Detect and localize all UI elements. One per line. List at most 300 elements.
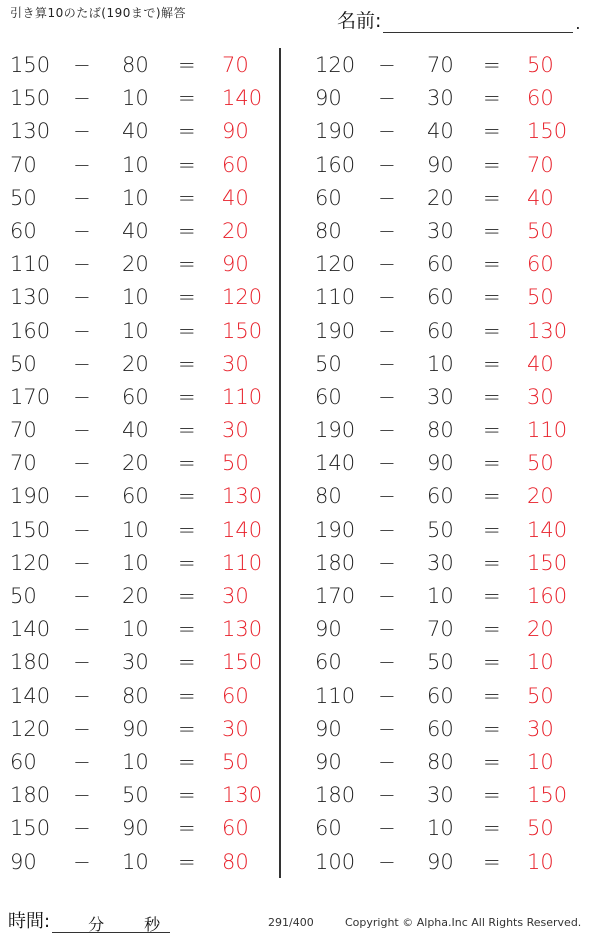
minus-sign: − [378, 418, 396, 443]
equals-sign: = [483, 816, 501, 841]
subtrahend: 90 [122, 816, 149, 841]
problem-row [305, 812, 595, 845]
problem-row [305, 115, 595, 148]
equals-sign: = [178, 650, 196, 675]
minus-sign: − [378, 816, 396, 841]
subtrahend: 80 [122, 53, 149, 77]
answer: 50 [527, 816, 554, 841]
equals-sign: = [483, 152, 501, 177]
answer: 150 [222, 318, 263, 343]
minuend: 120 [10, 716, 51, 741]
answer: 50 [222, 749, 249, 774]
minuend: 110 [315, 683, 356, 708]
answer: 140 [222, 517, 263, 542]
minuend: 60 [10, 749, 37, 774]
name-label: 名前: [337, 10, 382, 32]
subtrahend: 10 [122, 517, 149, 542]
minuend: 190 [10, 484, 51, 509]
equals-sign: = [483, 185, 501, 210]
subtrahend: 80 [427, 749, 454, 774]
answer: 70 [527, 152, 554, 177]
minus-sign: − [378, 749, 396, 774]
problem-row [305, 248, 595, 281]
problem-row [305, 447, 595, 480]
equals-sign: = [178, 484, 196, 509]
subtrahend: 40 [122, 418, 149, 443]
minuend: 70 [10, 451, 37, 476]
problem-row [0, 381, 290, 414]
minuend: 60 [10, 218, 37, 243]
answer: 80 [222, 849, 249, 874]
answer: 110 [222, 384, 263, 409]
subtrahend: 30 [427, 86, 454, 111]
minuend: 150 [10, 816, 51, 841]
problem-row [0, 115, 290, 148]
answer: 60 [222, 152, 249, 177]
time-field [8, 907, 170, 933]
minuend: 160 [10, 318, 51, 343]
minuend: 110 [10, 252, 51, 277]
equals-sign: = [178, 716, 196, 741]
answer: 120 [222, 285, 263, 310]
problem-row [305, 348, 595, 381]
minuend: 60 [315, 384, 342, 409]
answer: 130 [222, 617, 263, 642]
minuend: 90 [315, 617, 342, 642]
minus-sign: − [378, 185, 396, 210]
equals-sign: = [483, 86, 501, 111]
minuend: 100 [315, 849, 356, 874]
answer: 90 [222, 119, 249, 144]
name-end-mark: . [575, 14, 581, 33]
equals-sign: = [178, 53, 196, 77]
minus-sign: − [73, 318, 91, 343]
minuend: 120 [10, 550, 51, 575]
answer: 50 [527, 683, 554, 708]
problem-row [0, 82, 290, 115]
problem-row [0, 215, 290, 248]
minus-sign: − [73, 384, 91, 409]
problem-row [305, 580, 595, 613]
subtrahend: 80 [427, 418, 454, 443]
right-problem-column [305, 49, 595, 879]
equals-sign: = [483, 384, 501, 409]
minuend: 50 [315, 351, 342, 376]
subtrahend: 60 [427, 252, 454, 277]
minuend: 190 [315, 418, 356, 443]
problem-row [305, 82, 595, 115]
problem-row [0, 680, 290, 713]
subtrahend: 70 [427, 617, 454, 642]
subtrahend: 30 [427, 218, 454, 243]
subtrahend: 20 [122, 584, 149, 608]
minus-sign: − [73, 683, 91, 708]
equals-sign: = [178, 783, 196, 808]
minus-sign: − [73, 550, 91, 575]
problem-row [305, 315, 595, 348]
minus-sign: − [73, 517, 91, 542]
worksheet-title: 引き算10のたば(190まで)解答 [10, 6, 187, 20]
equals-sign: = [178, 683, 196, 708]
answer: 20 [222, 218, 249, 243]
equals-sign: = [483, 53, 501, 77]
problem-row [0, 779, 290, 812]
problem-row [0, 547, 290, 580]
equals-sign: = [178, 849, 196, 874]
minus-sign: − [73, 783, 91, 808]
problem-row [305, 846, 595, 879]
problem-row [0, 514, 290, 547]
answer: 30 [527, 716, 554, 741]
answer: 40 [527, 351, 554, 376]
page-number: 291/400 [268, 916, 314, 929]
subtrahend: 20 [122, 351, 149, 376]
problem-row [0, 414, 290, 447]
subtrahend: 90 [427, 451, 454, 476]
time-input-line [52, 912, 170, 933]
minus-sign: − [378, 451, 396, 476]
problem-row [305, 713, 595, 746]
minus-sign: − [378, 650, 396, 675]
equals-sign: = [483, 218, 501, 243]
minuend: 180 [315, 783, 356, 808]
minuend: 60 [315, 185, 342, 210]
equals-sign: = [178, 584, 196, 608]
answer: 50 [527, 53, 554, 77]
subtrahend: 10 [122, 285, 149, 310]
answer: 60 [527, 86, 554, 111]
minuend: 120 [315, 252, 356, 277]
answer: 130 [222, 484, 263, 509]
left-problem-column [0, 49, 290, 879]
problem-row [305, 414, 595, 447]
equals-sign: = [178, 318, 196, 343]
minus-sign: − [378, 351, 396, 376]
minuend: 80 [315, 484, 342, 509]
equals-sign: = [483, 550, 501, 575]
answer: 130 [222, 783, 263, 808]
minus-sign: − [378, 86, 396, 111]
subtrahend: 40 [122, 119, 149, 144]
answer: 30 [222, 584, 249, 608]
minus-sign: − [73, 816, 91, 841]
problem-row [305, 646, 595, 679]
subtrahend: 10 [122, 749, 149, 774]
equals-sign: = [178, 185, 196, 210]
answer: 40 [527, 185, 554, 210]
subtrahend: 60 [122, 384, 149, 409]
equals-sign: = [178, 351, 196, 376]
subtrahend: 30 [427, 783, 454, 808]
equals-sign: = [483, 351, 501, 376]
minuend: 140 [10, 617, 51, 642]
problem-row [0, 746, 290, 779]
answer: 50 [527, 451, 554, 476]
minuend: 190 [315, 318, 356, 343]
problem-row [0, 248, 290, 281]
minuend: 130 [10, 285, 51, 310]
answer: 40 [222, 185, 249, 210]
minus-sign: − [73, 584, 91, 608]
equals-sign: = [178, 451, 196, 476]
equals-sign: = [483, 252, 501, 277]
equals-sign: = [483, 849, 501, 874]
problem-row [0, 846, 290, 879]
subtrahend: 90 [427, 849, 454, 874]
name-field [337, 6, 581, 33]
minus-sign: − [378, 584, 396, 608]
minuend: 180 [10, 783, 51, 808]
subtrahend: 10 [122, 550, 149, 575]
problem-row [0, 49, 290, 82]
minus-sign: − [378, 849, 396, 874]
minus-sign: − [378, 783, 396, 808]
subtrahend: 40 [122, 218, 149, 243]
equals-sign: = [483, 749, 501, 774]
equals-sign: = [483, 517, 501, 542]
subtrahend: 70 [427, 53, 454, 77]
minus-sign: − [378, 218, 396, 243]
minus-sign: − [73, 152, 91, 177]
minuend: 110 [315, 285, 356, 310]
minuend: 60 [315, 650, 342, 675]
answer: 10 [527, 749, 554, 774]
subtrahend: 60 [427, 285, 454, 310]
equals-sign: = [178, 384, 196, 409]
problem-row [0, 182, 290, 215]
equals-sign: = [483, 418, 501, 443]
minuend: 150 [10, 86, 51, 111]
subtrahend: 10 [427, 584, 454, 608]
equals-sign: = [483, 783, 501, 808]
minus-sign: − [73, 252, 91, 277]
minus-sign: − [378, 252, 396, 277]
problem-row [0, 480, 290, 513]
problem-row [305, 149, 595, 182]
subtrahend: 60 [122, 484, 149, 509]
equals-sign: = [483, 683, 501, 708]
subtrahend: 50 [427, 517, 454, 542]
equals-sign: = [178, 218, 196, 243]
problem-row [0, 646, 290, 679]
answer: 130 [527, 318, 568, 343]
subtrahend: 10 [122, 617, 149, 642]
minus-sign: − [73, 285, 91, 310]
minuend: 60 [315, 816, 342, 841]
minus-sign: − [73, 53, 91, 77]
problem-row [0, 447, 290, 480]
problem-row [305, 746, 595, 779]
subtrahend: 20 [122, 451, 149, 476]
answer: 20 [527, 484, 554, 509]
minuend: 180 [315, 550, 356, 575]
equals-sign: = [483, 716, 501, 741]
answer: 110 [222, 550, 263, 575]
subtrahend: 90 [122, 716, 149, 741]
subtrahend: 10 [427, 351, 454, 376]
answer: 150 [527, 783, 568, 808]
minuend: 70 [10, 418, 37, 443]
equals-sign: = [178, 550, 196, 575]
minuend: 140 [315, 451, 356, 476]
minus-sign: − [73, 86, 91, 111]
subtrahend: 60 [427, 683, 454, 708]
equals-sign: = [483, 451, 501, 476]
answer: 10 [527, 849, 554, 874]
minus-sign: − [73, 451, 91, 476]
minuend: 160 [315, 152, 356, 177]
problem-row [0, 613, 290, 646]
minuend: 90 [315, 749, 342, 774]
minus-sign: − [378, 517, 396, 542]
subtrahend: 10 [122, 86, 149, 111]
answer: 50 [527, 218, 554, 243]
minus-sign: − [378, 53, 396, 77]
answer: 30 [222, 716, 249, 741]
minuend: 70 [10, 152, 37, 177]
minuend: 80 [315, 218, 342, 243]
minuend: 50 [10, 584, 37, 608]
answer: 160 [527, 584, 568, 608]
answer: 60 [222, 816, 249, 841]
subtrahend: 30 [427, 384, 454, 409]
minuend: 120 [315, 53, 356, 77]
problem-row [305, 514, 595, 547]
problem-row [305, 182, 595, 215]
minus-sign: − [73, 617, 91, 642]
minus-sign: − [73, 185, 91, 210]
minus-sign: − [378, 152, 396, 177]
subtrahend: 10 [122, 185, 149, 210]
subtrahend: 10 [122, 152, 149, 177]
subtrahend: 50 [427, 650, 454, 675]
equals-sign: = [483, 119, 501, 144]
equals-sign: = [483, 584, 501, 608]
equals-sign: = [483, 484, 501, 509]
subtrahend: 10 [427, 816, 454, 841]
answer: 10 [527, 650, 554, 675]
copyright-notice: Copyright © Alpha.Inc All Rights Reserved. [345, 916, 582, 929]
minus-sign: − [378, 550, 396, 575]
problem-row [305, 480, 595, 513]
subtrahend: 60 [427, 484, 454, 509]
equals-sign: = [178, 816, 196, 841]
answer: 50 [527, 285, 554, 310]
answer: 60 [527, 252, 554, 277]
minuend: 50 [10, 351, 37, 376]
answer: 20 [527, 617, 554, 642]
problem-row [0, 315, 290, 348]
minuend: 170 [315, 584, 356, 608]
subtrahend: 30 [427, 550, 454, 575]
answer: 60 [222, 683, 249, 708]
equals-sign: = [178, 285, 196, 310]
problem-row [305, 49, 595, 82]
problem-row [305, 547, 595, 580]
equals-sign: = [483, 285, 501, 310]
equals-sign: = [178, 252, 196, 277]
problem-row [305, 680, 595, 713]
problem-row [305, 613, 595, 646]
minuend: 130 [10, 119, 51, 144]
subtrahend: 10 [122, 318, 149, 343]
name-input-line [383, 12, 573, 33]
minuend: 50 [10, 185, 37, 210]
minuend: 150 [10, 53, 51, 77]
minutes-label: 分 [88, 915, 105, 934]
minus-sign: − [378, 285, 396, 310]
minuend: 90 [315, 86, 342, 111]
minus-sign: − [73, 716, 91, 741]
problem-row [0, 713, 290, 746]
time-label: 時間: [8, 911, 51, 932]
minuend: 190 [315, 517, 356, 542]
equals-sign: = [178, 418, 196, 443]
subtrahend: 20 [122, 252, 149, 277]
subtrahend: 60 [427, 716, 454, 741]
minus-sign: − [378, 318, 396, 343]
problem-row [0, 149, 290, 182]
equals-sign: = [178, 86, 196, 111]
answer: 140 [222, 86, 263, 111]
answer: 110 [527, 418, 568, 443]
minus-sign: − [73, 749, 91, 774]
minuend: 150 [10, 517, 51, 542]
subtrahend: 30 [122, 650, 149, 675]
answer: 30 [222, 351, 249, 376]
minuend: 170 [10, 384, 51, 409]
minus-sign: − [73, 218, 91, 243]
problem-row [0, 580, 290, 613]
minuend: 190 [315, 119, 356, 144]
minuend: 140 [10, 683, 51, 708]
equals-sign: = [178, 617, 196, 642]
subtrahend: 60 [427, 318, 454, 343]
equals-sign: = [483, 617, 501, 642]
minus-sign: − [73, 849, 91, 874]
minus-sign: − [378, 384, 396, 409]
minus-sign: − [378, 683, 396, 708]
subtrahend: 90 [427, 152, 454, 177]
minus-sign: − [73, 418, 91, 443]
equals-sign: = [178, 517, 196, 542]
answer: 150 [222, 650, 263, 675]
minus-sign: − [378, 716, 396, 741]
equals-sign: = [483, 318, 501, 343]
problem-row [0, 812, 290, 845]
equals-sign: = [178, 119, 196, 144]
problem-row [305, 779, 595, 812]
problem-row [0, 348, 290, 381]
subtrahend: 20 [427, 185, 454, 210]
minus-sign: − [73, 351, 91, 376]
equals-sign: = [483, 650, 501, 675]
equals-sign: = [178, 152, 196, 177]
minus-sign: − [378, 617, 396, 642]
minuend: 180 [10, 650, 51, 675]
problem-row [305, 381, 595, 414]
answer: 30 [222, 418, 249, 443]
minus-sign: − [73, 650, 91, 675]
minuend: 90 [315, 716, 342, 741]
answer: 70 [222, 53, 249, 77]
answer: 90 [222, 252, 249, 277]
minus-sign: − [378, 484, 396, 509]
subtrahend: 40 [427, 119, 454, 144]
answer: 140 [527, 517, 568, 542]
problem-row [305, 215, 595, 248]
minus-sign: − [73, 484, 91, 509]
